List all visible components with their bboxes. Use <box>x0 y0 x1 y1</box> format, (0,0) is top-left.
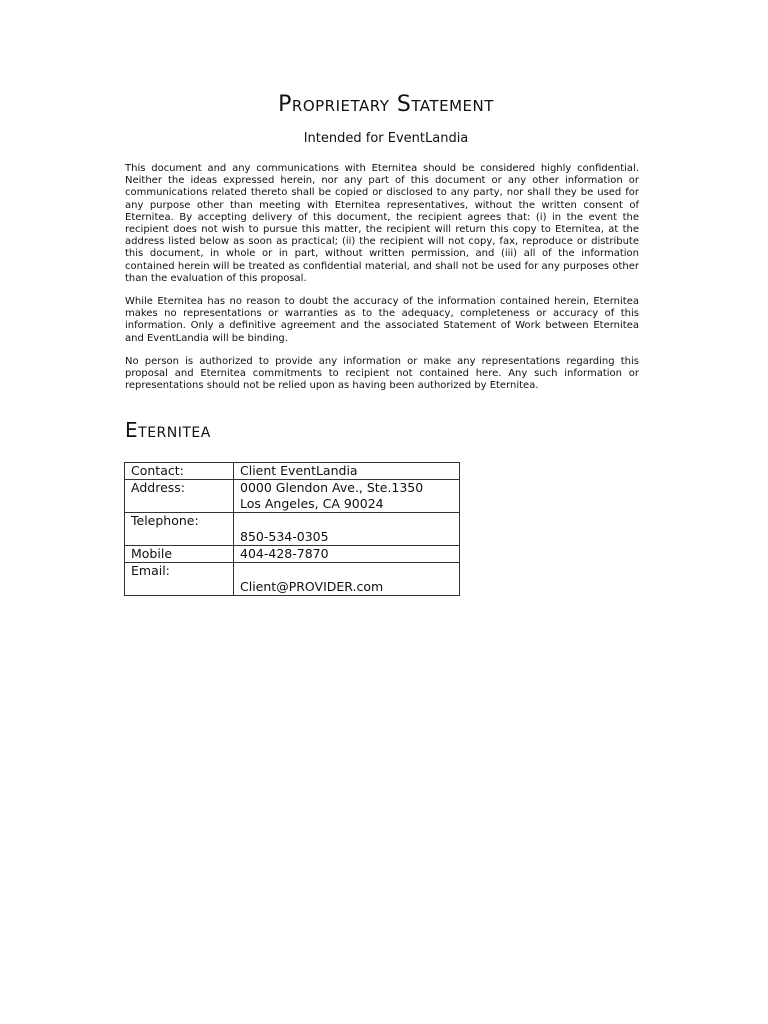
blank-line <box>240 563 459 579</box>
blank-line <box>240 513 459 529</box>
telephone-cell <box>234 513 460 546</box>
table-row <box>125 463 460 480</box>
address-line-1: 0000 Glendon Ave., Ste.1350 <box>240 480 424 495</box>
mobile-value: 404-428-7870 <box>234 546 460 563</box>
authorization-paragraph: No person is authorized to provide any information or make any representations regarding this proposal and Eternitea commitments to recipient not contained here. Any such information or representations should not be relied upon as having been authorized by Eternitea. <box>125 356 639 392</box>
company-heading: Eternitea <box>125 418 211 442</box>
telephone-value: 850-534-0305 <box>240 529 329 544</box>
telephone-label: Telephone: <box>125 513 234 546</box>
confidentiality-paragraph: This document and any communications with Eternitea should be considered highly confidential. Neither the ideas expressed herein, nor any part of this document or any other information or communications related thereto shall be copied or disclosed to any party, nor shall they be used for any purpose other than meeting with Eternitea representatives, without the written consent of Eternitea. By accepting delivery of this document, the recipient agrees that: (i) in the event the recipient does not wish to pursue this matter, the recipient will return this copy to Eternitea, at the address listed below as soon as practical; (ii) the recipient will not copy, fax, reproduce or distribute this document, in whole or in part, without written permission, and (iii) all of the information contained herein will be treated as confidential material, and shall not be used for any purposes other than the evaluation of this proposal. <box>125 163 639 284</box>
address-line-2: Los Angeles, CA 90024 <box>240 496 384 511</box>
table-row <box>125 513 460 546</box>
page-subtitle: Intended for EventLandia <box>303 131 469 146</box>
contact-label: Contact: <box>125 463 234 480</box>
page-title: Proprietary Statement <box>278 92 494 117</box>
table-row <box>125 480 460 513</box>
accuracy-paragraph: While Eternitea has no reason to doubt the accuracy of the information contained herein, Eternitea makes no representations or warranties as to the adequacy, completeness or accuracy of this information. Only a definitive agreement and the associated Statement of Work between Eternitea and EventLandia will be binding. <box>125 296 639 344</box>
table-row <box>125 563 460 596</box>
email-label: Email: <box>125 563 234 596</box>
address-label: Address: <box>125 480 234 513</box>
email-cell <box>234 563 460 596</box>
contact-value: Client EventLandia <box>234 463 460 480</box>
mobile-label: Mobile <box>125 546 234 563</box>
email-value: Client@PROVIDER.com <box>240 579 384 594</box>
table-row <box>125 546 460 563</box>
contact-table <box>124 462 460 596</box>
address-value <box>234 480 460 513</box>
